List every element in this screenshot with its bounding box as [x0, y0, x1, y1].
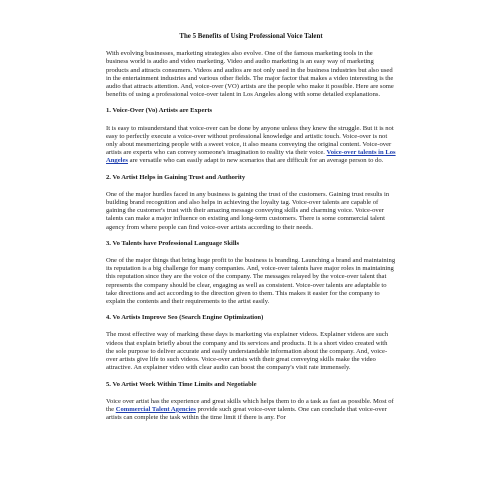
voice-over-talents-link[interactable]: Voice-over talents in Los Angeles — [106, 149, 396, 165]
document-page — [106, 33, 396, 430]
section-1-heading: 1. Voice-Over (Vo) Artists are Experts — [106, 107, 213, 115]
section-5-heading: 5. Vo Artist Work Within Time Limits and Negotiable — [106, 380, 257, 388]
section-1-paragraph — [106, 125, 396, 166]
section-5-text-before: Voice over artist has the experience and great skills which helps them to do a task as fast as possible. Most of the — [106, 397, 394, 413]
commercial-talent-agencies-link[interactable]: Commercial Talent Agencies — [115, 405, 196, 413]
document-title: The 5 Benefits of Using Professional Voice Talent — [179, 33, 323, 40]
section-5-paragraph — [106, 398, 396, 423]
section-2-heading: 2. Vo Artist Helps in Gaining Trust and Authority — [106, 173, 246, 181]
section-4-heading: 4. Vo Artists Improve Seo (Search Engine Optimization) — [106, 314, 264, 322]
section-2-paragraph: One of the major hurdles faced in any business is gaining the trust of the customers. Gaining trust results in building brand recognition and also helps in achieving the loyalty tag. Voice-over talents are capable of gaining the customer's trust with their amazing message conveying skills and charming voice. Voice-over talents can make a major influence on existing and long-term customers. There is some commercial talent agency from where people can find voice-over artists according to their needs. — [106, 190, 390, 231]
intro-paragraph: With evolving businesses, marketing strategies also evolve. One of the famous marketing tools in the business world is audio and video marketing. Video and audio marketing is an easy way of marketing products and attracts consumers. Videos and audios are not only used in the business industries but also used in the entertainment industries and various other fields. The major factor that makes a video interesting is the audio that attracts attention. And, voice-over (VO) artists are the people who make it possible. Here are some benefits of using a professional voice-over talent in Los Angeles along with some detailed explanations. — [106, 50, 394, 99]
section-5-text-after: provide such great voice-over talents. One can conclude that voice-over artists can complete the task within the time limit if there is any. For — [106, 405, 387, 422]
section-3-heading: 3. Vo Talents have Professional Language Skills — [106, 239, 240, 247]
section-4-paragraph: The most effective way of marking these days is marketing via explainer videos. Explainer videos are such videos that explain briefly about the company and its services and products. It is a short video created with the sole purpose to deliver accurate and easily understandable information about the company. And, voice-over artists give life to such videos. Voice-over artists with their great conveying skills make the video attractive. An explainer video with clear audio can boost the company's visit rate immensely. — [106, 331, 389, 372]
section-3-paragraph: One of the major things that bring huge profit to the business is branding. Launching a brand and maintaining its reputation is a big challenge for many companies. And, voice-over talents have major roles in maintaining this reputation since they are the voice of the company. The messages relayed by the voice-over talent that represents the company should be clear, engaging as well as consistent. Voice-over talents are adaptable to take directions and act according to the direction given to them. This makes it easier for the company to explain the contents and their requirements to the artist easily. — [106, 257, 396, 306]
section-1-text-after: are versatile who can easily adapt to new scenarios that are difficult for an average person to do. — [127, 157, 384, 165]
section-1-text-before: It is easy to misunderstand that voice-over can be done by anyone unless they knew the struggle. But it is not easy to perfectly execute a voice-over without professional knowledge and artistic touch. Voice-over is not only about mesmerizing people with a sweet voice, it also means conveying the original content. Voice-over artists are experts who can convey someone's imagination to reality via their voice. — [106, 124, 394, 157]
